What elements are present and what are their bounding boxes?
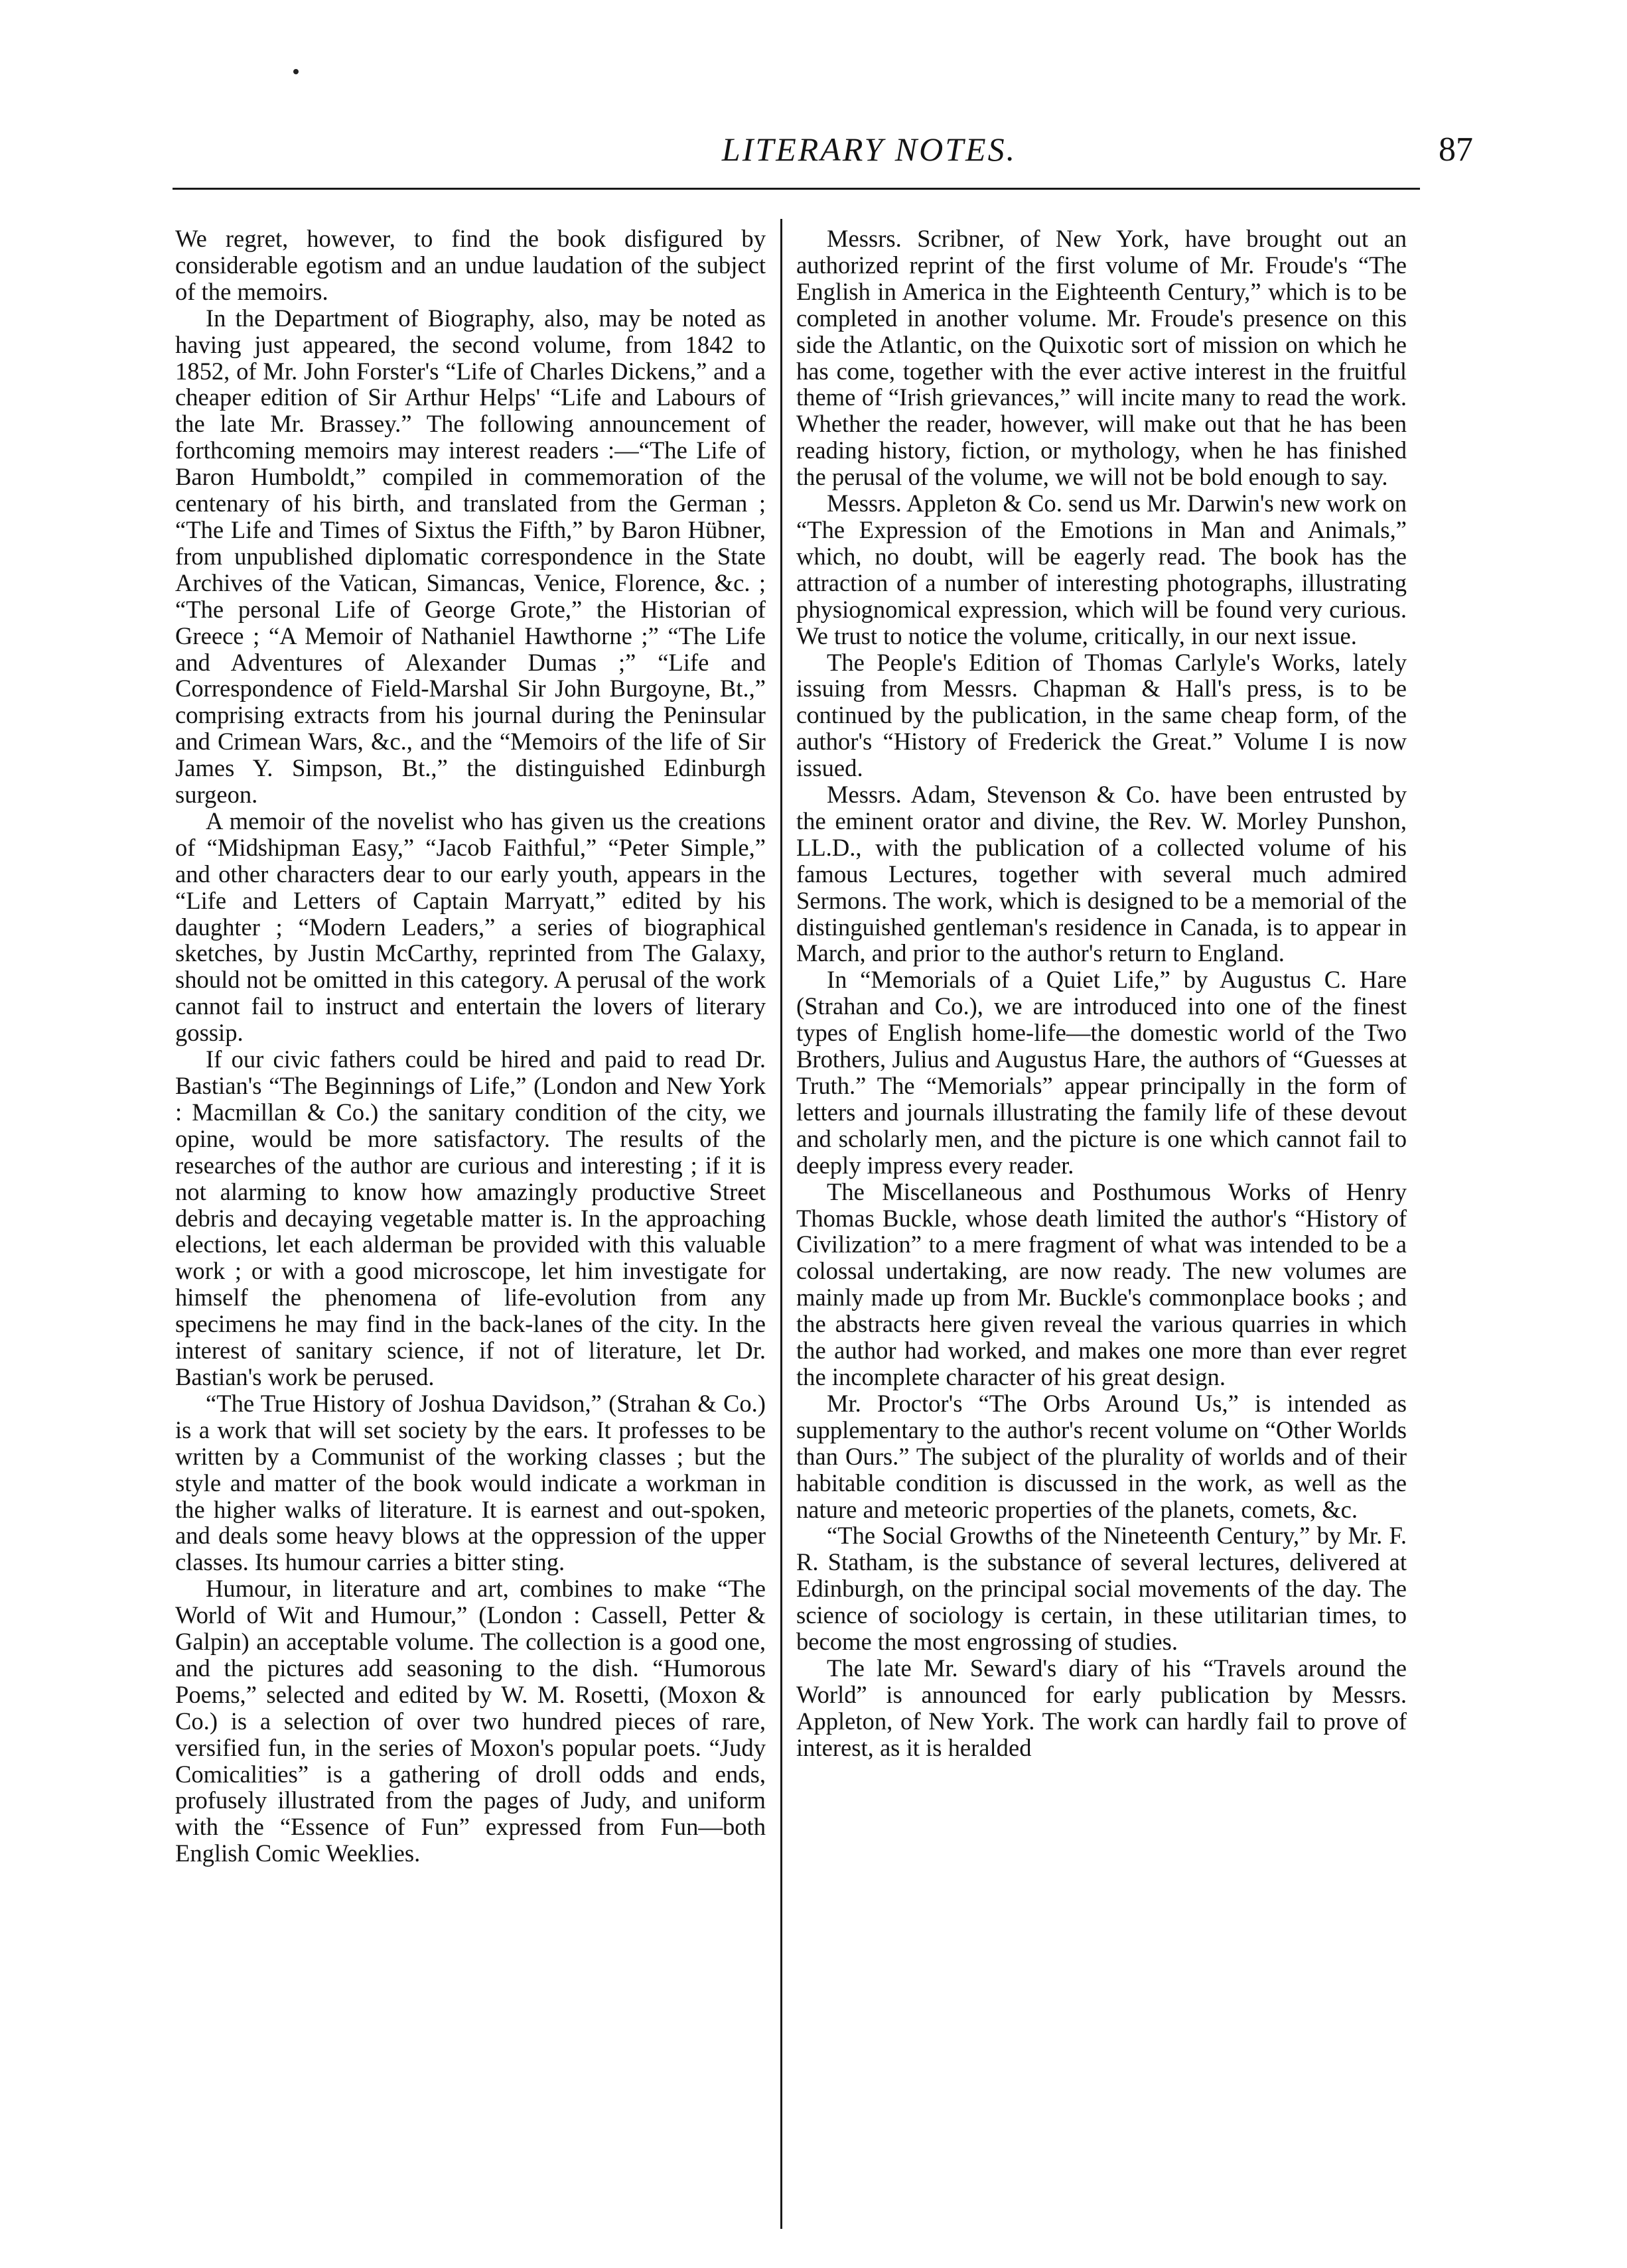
paragraph: The Miscellaneous and Posthumous Works of Henry Thomas Buckle, whose death limited the author's “History of Civilization” to a mere fragment of what was intended to be a colossal undertaking, are now ready. The new volumes are mainly made up from Mr. Buckle's commonplace books ; and the abstracts here given reveal the various quarries in which the author had worked, and makes one more than ever regret the incomplete character of his great design. (796, 1177, 1407, 1390)
paragraph: In “Memorials of a Quiet Life,” by Augustus C. Hare (Strahan and Co.), we are introduced into one of the finest types of English home-life—the domestic world of the Two Brothers, Julius and Augustus Hare, the authors of “Guesses at Truth.” The “Memorials” appear principally in the form of letters and journals illustrating the family life of these devout and scholarly men, and the picture is one which cannot fail to deeply impress every reader. (796, 966, 1407, 1179)
page-number: 87 (1439, 131, 1473, 168)
paragraph: Messrs. Appleton & Co. send us Mr. Darwin's new work on “The Expression of the Emotions in Man and Animals,” which, no doubt, will be eagerly read. The book has the attraction of a number of interesting photographs, illustrating physiognomical expression, which will be found very curious. We trust to notice the volume, critically, in our next issue. (796, 490, 1407, 649)
paragraph: The People's Edition of Thomas Carlyle's Works, lately issuing from Messrs. Chapman & Hall's press, is to be continued by the publication, in the same cheap form, of the author's “History of Frederick the Great.” Volume I is now issued. (796, 648, 1407, 782)
paragraph: Messrs. Adam, Stevenson & Co. have been entrusted by the eminent orator and divine, the Rev. W. Morley Punshon, LL.D., with the publication of a collected volume of his famous Lectures, together with several much admired Sermons. The work, which is designed to be a memorial of the distinguished gentleman's residence in Canada, is to appear in March, and prior to the author's return to England. (796, 781, 1407, 967)
running-title: LITERARY NOTES. (721, 131, 1017, 168)
left-column (175, 226, 766, 1867)
paragraph: We regret, however, to find the book disfigured by considerable egotism and an undue laudation of the subject of the memoirs. (175, 225, 766, 305)
running-head (159, 130, 1473, 170)
paragraph: Messrs. Scribner, of New York, have brought out an authorized reprint of the first volume of Mr. Froude's “The English in America in the Eighteenth Century,” which is to be completed in another volume. Mr. Froude's presence on this side the Atlantic, on the Quixotic sort of mission on which he has come, together with the ever active interest in the fruitful theme of “Irish grievances,” will incite many to read the work. Whether the reader, however, will make out that he has been reading history, fiction, or mythology, when he has finished the perusal of the volume, we will not be bold enough to say. (796, 225, 1407, 491)
paragraph: “The True History of Joshua Davidson,” (Strahan & Co.) is a work that will set society by the ears. It professes to be written by a Communist of the working classes ; but the style and matter of the book would indicate a workman in the higher walks of literature. It is earnest and out-spoken, and deals some heavy blows at the oppression of the upper classes. Its humour carries a bitter sting. (175, 1389, 766, 1576)
column-divider (780, 219, 782, 2229)
right-column (796, 226, 1407, 1761)
paragraph: The late Mr. Seward's diary of his “Travels around the World” is announced for early publication by Messrs. Appleton, of New York. The work can hardly fail to prove of interest, as it is heralded (796, 1654, 1407, 1761)
paragraph: Mr. Proctor's “The Orbs Around Us,” is intended as supplementary to the author's recent volume on “Other Worlds than Ours.” The subject of the plurality of worlds and of their habitable condition is discussed in the work, as well as the nature and meteoric properties of the planets, comets, &c. (796, 1389, 1407, 1523)
header-rule (173, 188, 1420, 190)
paragraph: A memoir of the novelist who has given us the creations of “Midshipman Easy,” “Jacob Faithful,” “Peter Simple,” and other characters dear to our early youth, appears in the “Life and Letters of Captain Marryatt,” edited by his daughter ; “Modern Leaders,” a series of biographical sketches, by Justin McCarthy, reprinted from The Galaxy, should not be omitted in this category. A perusal of the work cannot fail to instruct and entertain the lovers of literary gossip. (175, 807, 766, 1047)
paragraph: If our civic fathers could be hired and paid to read Dr. Bastian's “The Beginnings of Life,” (London and New York : Macmillan & Co.) the sanitary condition of the city, we opine, would be more satisfactory. The results of the researches of the author are curious and interesting ; if it is not alarming to know how amazingly productive Street debris and decaying vegetable matter is. In the approaching elections, let each alderman be provided with this valuable work ; or with a good microscope, let him investigate for himself the phenomena of life-evolution from any specimens he may find in the back-lanes of the city. In the interest of sanitary science, if not of literature, let Dr. Bastian's work be perused. (175, 1045, 766, 1390)
paragraph: “The Social Growths of the Nineteenth Century,” by Mr. F. R. Statham, is the substance of several lectures, delivered at Edinburgh, on the principal social movements of the day. The science of sociology is certain, in these utilitarian times, to become the most engrossing of studies. (796, 1522, 1407, 1656)
paragraph: Humour, in literature and art, combines to make “The World of Wit and Humour,” (London : Cassell, Petter & Galpin) an acceptable volume. The collection is a good one, and the pictures add seasoning to the dish. “Humorous Poems,” selected and edited by W. M. Rosetti, (Moxon & Co.) is a selection of over two hundred pieces of rare, versified fun, in the series of Moxon's popular poets. “Judy Comicalities” is a gathering of droll odds and ends, profusely illustrated from the pages of Judy, and uniform with the “Essence of Fun” expressed from Fun—both English Comic Weeklies. (175, 1575, 766, 1867)
stray-ink-dot (293, 69, 299, 74)
paragraph: In the Department of Biography, also, may be noted as having just appeared, the second volume, from 1842 to 1852, of Mr. John Forster's “Life of Charles Dickens,” and a cheaper edition of Sir Arthur Helps' “Life and Labours of the late Mr. Brassey.” The following announcement of forthcoming memoirs may interest readers :—“The Life of Baron Humboldt,” compiled in commemoration of the centenary of his birth, and translated from the German ; “The Life and Times of Sixtus the Fifth,” by Baron Hübner, from unpublished diplomatic correspondence in the State Archives of the Vatican, Simancas, Venice, Florence, &c. ; “The personal Life of George Grote,” the Historian of Greece ; “A Memoir of Nathaniel Hawthorne ;” “The Life and Adventures of Alexander Dumas ;” “Life and Correspondence of Field-Marshal Sir John Burgoyne, Bt.,” comprising extracts from his journal during the Peninsular and Crimean Wars, &c., and the “Memoirs of the life of Sir James Y. Simpson, Bt.,” the distinguished Edinburgh surgeon. (175, 304, 766, 809)
